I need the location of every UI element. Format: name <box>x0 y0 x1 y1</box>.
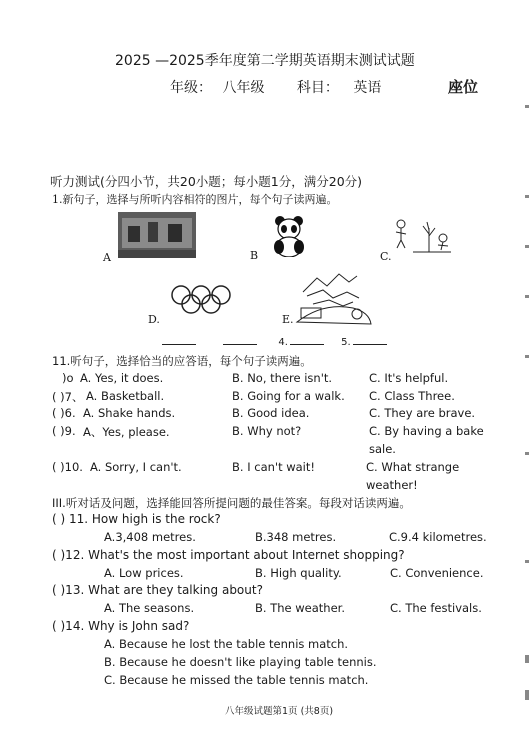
blank-label-4: 4. <box>278 337 288 348</box>
edge-mark <box>525 105 529 108</box>
s2-q5-option-b: B. I can't wait! <box>232 460 315 474</box>
section2-instruction: 11.听句子，选择恰当的应答语，每个句子读两遍。 <box>52 354 312 368</box>
s2-q3-option-a: A. Shake hands. <box>83 406 176 420</box>
subject-label: 科目： <box>296 80 339 96</box>
s3-q14-question: ( )14. Why is John sad? <box>52 619 190 633</box>
s2-q4-option-b: B. Why not? <box>232 424 302 438</box>
s3-q12-option-b: B. High quality. <box>255 566 342 580</box>
edge-mark <box>525 690 529 700</box>
edge-mark <box>525 195 529 198</box>
picture-c-label: C. <box>380 250 392 263</box>
edge-mark <box>525 452 529 455</box>
s2-q5-prefix: ( )10. <box>52 460 83 474</box>
answer-blank-1[interactable] <box>162 335 196 345</box>
answer-blank-5[interactable] <box>353 335 387 345</box>
s2-q2-option-b: B. Going for a walk. <box>232 389 345 403</box>
picture-e-sketch-image <box>293 272 373 328</box>
exam-info-line <box>170 77 381 97</box>
s2-q1-prefix: )o <box>62 371 74 385</box>
part1-instruction: 1.新句子，选择与所听内容相符的图片，每个句子读两遍。 <box>52 193 338 206</box>
seat-label: 座位 <box>448 78 479 96</box>
section3-instruction: III.听对话及问题，选择能回答所提问题的最佳答案。每段对话读两遍。 <box>52 496 411 510</box>
s3-q12-option-c: C. Convenience. <box>390 566 484 580</box>
grade-label: 年级： <box>170 80 212 96</box>
s2-q4-option-a: A、Yes, please. <box>83 425 170 439</box>
s2-q3-prefix: ( )6. <box>52 406 76 420</box>
answer-blank-4[interactable] <box>290 335 324 345</box>
s2-q2-option-c: C. Class Three. <box>369 389 455 403</box>
s3-q11-option-a: A.3,408 metres. <box>104 530 196 544</box>
s3-q12-question: ( )12. What's the most important about Internet shopping? <box>52 548 405 562</box>
picture-e-label: E. <box>282 313 294 326</box>
s2-q4-prefix: ( )9. <box>52 424 76 438</box>
exam-title: 2025 —2025季年度第二学期英语期末测试试题 <box>115 53 415 69</box>
s2-q5-option-c: C. What strange <box>366 460 460 474</box>
s3-q14-option-c: C. Because he missed the table tennis match. <box>104 673 369 687</box>
grade-value: 八年级 <box>222 80 265 96</box>
s2-q1-option-b: B. No, there isn't. <box>232 371 333 385</box>
edge-mark <box>525 295 529 298</box>
picture-b-label: B <box>250 249 259 262</box>
s2-q2-option-a: A. Basketball. <box>86 389 165 403</box>
s2-q4-option-c-cont: sale. <box>369 442 396 456</box>
s3-q13-option-c: C. The festivals. <box>390 601 482 615</box>
s2-q4-option-c: C. By having a bake <box>369 424 484 438</box>
s3-q11-option-c: C.9.4 kilometres. <box>389 530 487 544</box>
s3-q14-option-b: B. Because he doesn't like playing table tennis. <box>104 655 377 669</box>
s2-q5-option-c-cont: weather! <box>366 478 418 492</box>
s3-q12-option-a: A. Low prices. <box>104 566 184 580</box>
edge-mark <box>525 245 529 248</box>
subject-value: 英语 <box>353 80 382 96</box>
answer-blank-2[interactable] <box>223 335 257 345</box>
listening-heading: 听力测试(分四小节，共20小题；每小题1分，满分20分) <box>50 174 363 189</box>
picture-d-label: D. <box>148 313 160 326</box>
s2-q1-option-a: A. Yes, it does. <box>80 371 164 385</box>
picture-c-tree-planting-image <box>393 216 453 256</box>
s2-q3-option-c: C. They are brave. <box>369 406 476 420</box>
s3-q13-question: ( )13. What are they talking about? <box>52 583 263 597</box>
edge-mark <box>525 355 529 358</box>
s3-q14-option-a: A. Because he lost the table tennis match. <box>104 637 349 651</box>
answer-blanks <box>160 335 387 348</box>
s2-q5-option-a: A. Sorry, I can't. <box>90 460 182 474</box>
picture-a-basketball-image <box>118 212 196 258</box>
s3-q11-question: ( ) 11. How high is the rock? <box>52 512 221 526</box>
s2-q2-prefix: ( )7、 <box>52 390 84 404</box>
edge-mark <box>525 655 529 663</box>
page-footer: 八年级试题第1页 (共8页) <box>225 706 334 717</box>
s3-q11-option-b: B.348 metres. <box>255 530 337 544</box>
edge-mark <box>525 560 529 563</box>
s2-q1-option-c: C. It's helpful. <box>369 371 449 385</box>
picture-d-olympic-rings-image <box>170 285 232 315</box>
blank-label-5: 5. <box>341 337 351 348</box>
picture-a-label: A <box>103 251 111 264</box>
s3-q13-option-a: A. The seasons. <box>104 601 195 615</box>
picture-b-panda-image <box>272 215 306 257</box>
s3-q13-option-b: B. The weather. <box>255 601 345 615</box>
s2-q3-option-b: B. Good idea. <box>232 406 310 420</box>
